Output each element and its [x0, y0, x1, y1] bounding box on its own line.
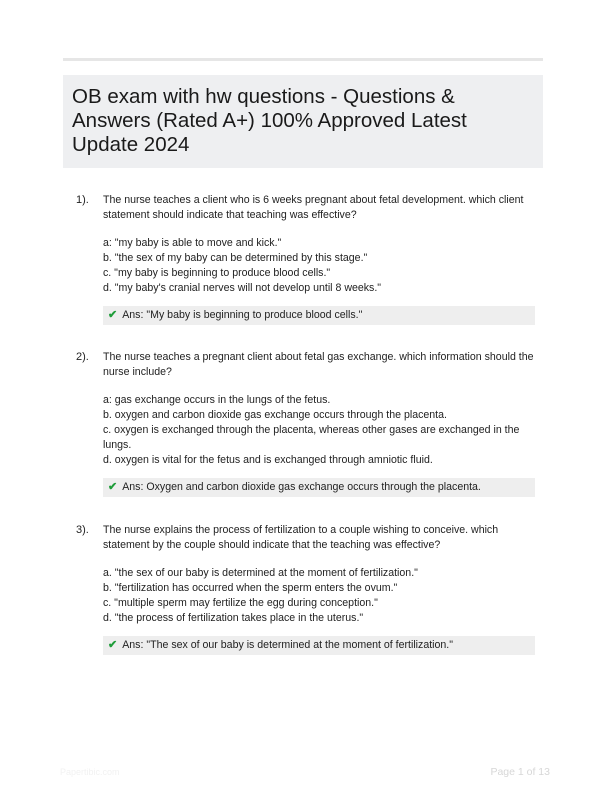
question-text: The nurse teaches a pregnant client about fetal gas exchange. which information should the nurse include? — [103, 351, 534, 378]
footer-watermark: Papertibic.com — [60, 767, 120, 777]
option-d: d. "the process of fertilization takes place in the uterus." — [103, 612, 364, 624]
top-divider — [63, 58, 543, 61]
option-c: c. oxygen is exchanged through the placenta, whereas other gases are exchanged in the lungs. — [103, 424, 520, 451]
answer-text: Ans: Oxygen and carbon dioxide gas exchange occurs through the placenta. — [122, 481, 481, 493]
check-icon: ✔ — [108, 309, 118, 321]
question-text: The nurse teaches a client who is 6 weeks pregnant about fetal development. which client statement should indicate that teaching was effective? — [103, 194, 524, 221]
question-body — [103, 193, 535, 325]
option-c: c. "my baby is beginning to produce blood cells." — [103, 267, 331, 279]
option-b: b. "fertilization has occurred when the sperm enters the ovum." — [103, 582, 398, 594]
option-d: d. "my baby's cranial nerves will not develop until 8 weeks." — [103, 282, 382, 294]
answer-box — [103, 306, 535, 325]
option-b: b. oxygen and carbon dioxide gas exchange occurs through the placenta. — [103, 409, 447, 421]
option-a: a. "the sex of our baby is determined at the moment of fertilization." — [103, 567, 418, 579]
question-body — [103, 350, 535, 497]
question-body — [103, 523, 535, 655]
page-indicator: Page 1 of 13 — [490, 766, 550, 778]
check-icon: ✔ — [108, 639, 118, 651]
option-c: c. "multiple sperm may fertilize the egg during conception." — [103, 597, 378, 609]
page-title: OB exam with hw questions - Questions & Answers (Rated A+) 100% Approved Latest Update 2024 — [72, 85, 467, 156]
check-icon: ✔ — [108, 481, 118, 493]
option-d: d. oxygen is vital for the fetus and is exchanged through amniotic fluid. — [103, 454, 433, 466]
options-list — [103, 393, 535, 468]
question-number: 3). — [76, 524, 89, 536]
answer-text: Ans: "My baby is beginning to produce blood cells." — [122, 309, 363, 321]
option-a: a: gas exchange occurs in the lungs of the fetus. — [103, 394, 331, 406]
question-text: The nurse explains the process of fertilization to a couple wishing to conceive. which statement by the couple should indicate that the teaching was effective? — [103, 524, 499, 551]
question-number: 1). — [76, 194, 89, 206]
options-list — [103, 566, 535, 626]
answer-box — [103, 478, 535, 497]
title-banner — [63, 75, 543, 168]
options-list — [103, 236, 535, 296]
answer-box — [103, 636, 535, 655]
answer-text: Ans: "The sex of our baby is determined at the moment of fertilization." — [122, 639, 454, 651]
question-number: 2). — [76, 351, 89, 363]
option-b: b. "the sex of my baby can be determined by this stage." — [103, 252, 368, 264]
option-a: a: "my baby is able to move and kick." — [103, 237, 282, 249]
